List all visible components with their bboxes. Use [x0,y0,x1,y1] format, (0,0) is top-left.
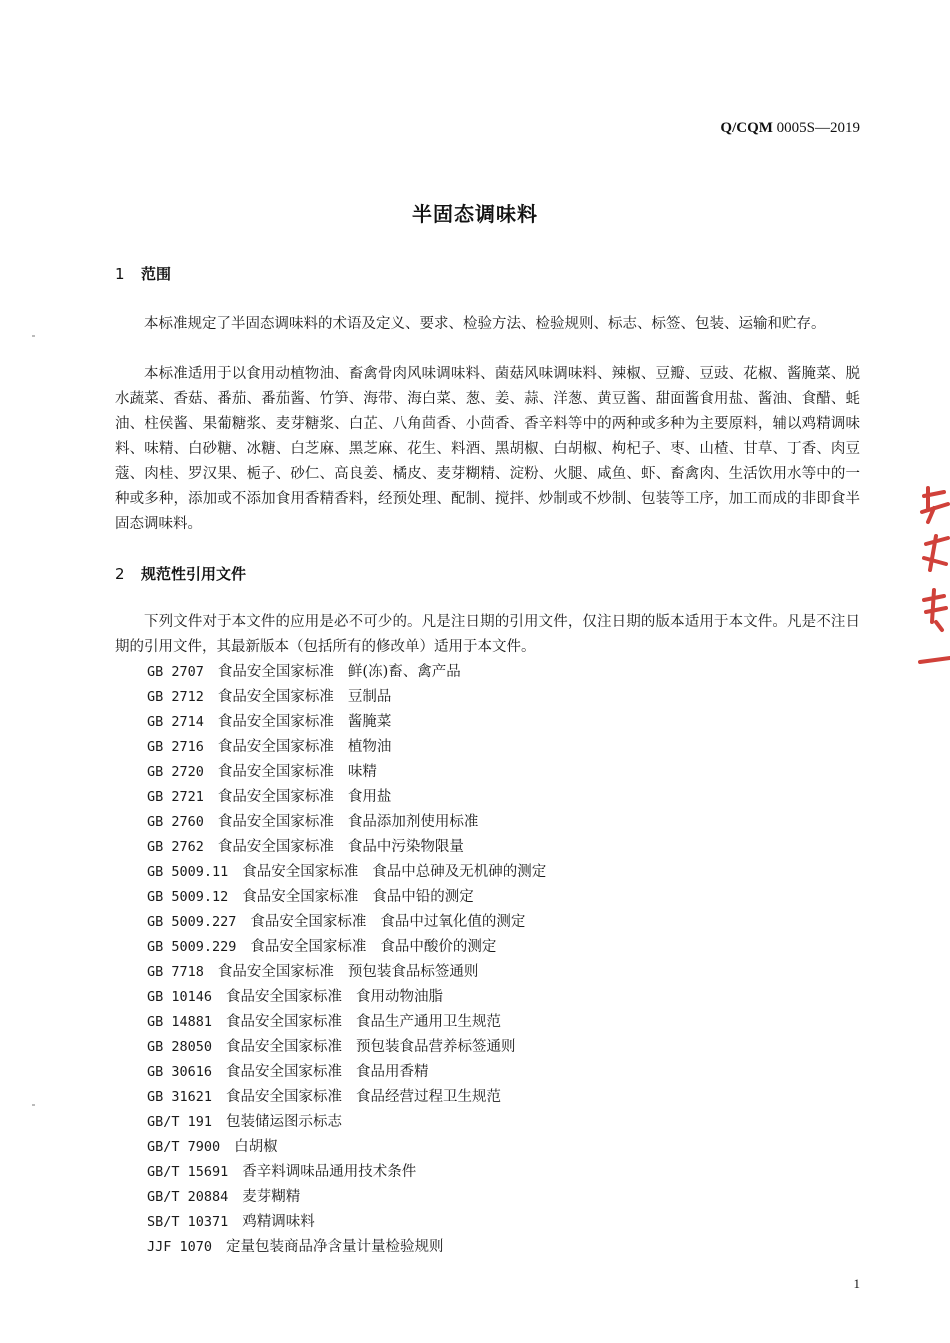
reference-title: 酱腌菜 [347,714,392,730]
reference-item [147,860,546,885]
reference-item [147,660,546,685]
reference-code: GB 2716 [147,739,204,755]
reference-category: 食品安全国家标准 [250,914,367,930]
section-2-paragraph-1: 下列文件对于本文件的应用是必不可少的。凡是注日期的引用文件，仅注日期的版本适用于本文件。凡是不注日期的引用文件，其最新版本（包括所有的修改单）适用于本文件。 [115,614,860,655]
reference-item [147,910,546,935]
document-code [720,120,860,137]
reference-item [147,1135,546,1160]
document-code-prefix: Q/CQM [720,120,773,136]
reference-category: 食品安全国家标准 [242,864,359,880]
reference-code: GB 5009.11 [147,864,229,880]
reference-item [147,1185,546,1210]
reference-code: GB/T 191 [147,1114,213,1130]
reference-category: 食品安全国家标准 [217,664,334,680]
reference-code: GB 5009.227 [147,914,237,930]
section-1-number: 1 [115,265,125,283]
reference-category: 食品安全国家标准 [217,714,334,730]
reference-title: 鲜(冻)畜、禽产品 [347,664,461,680]
section-1-title: 范围 [141,265,172,283]
reference-code: GB/T 20884 [147,1189,229,1205]
reference-code: GB 2714 [147,714,204,730]
reference-item [147,885,546,910]
reference-code: GB 7718 [147,964,204,980]
reference-item [147,1110,546,1135]
reference-title: 白胡椒 [234,1139,278,1155]
reference-code: GB 2720 [147,764,204,780]
page-number: 1 [853,1276,860,1291]
reference-list [147,660,546,1260]
reference-code: GB/T 15691 [147,1164,229,1180]
reference-title: 鸡精调味料 [242,1214,315,1230]
stamp-stroke [924,536,948,570]
reference-category: 食品安全国家标准 [217,689,334,705]
reference-item [147,985,546,1010]
reference-category: 食品安全国家标准 [226,1089,343,1105]
reference-title: 食品经营过程卫生规范 [356,1089,502,1105]
reference-item [147,960,546,985]
reference-title: 食品用香精 [356,1064,429,1080]
scan-speck [32,335,35,337]
reference-item [147,685,546,710]
red-stamp-fragment [914,478,950,678]
reference-title: 包装储运图示标志 [226,1114,343,1130]
reference-code: GB 28050 [147,1039,213,1055]
reference-category: 食品安全国家标准 [226,1064,343,1080]
reference-category: 食品安全国家标准 [226,1039,343,1055]
document-code-suffix: 0005S—2019 [772,120,860,136]
reference-code: GB 2762 [147,839,204,855]
section-2-title: 规范性引用文件 [141,565,247,583]
reference-code: GB 5009.12 [147,889,229,905]
reference-category: 食品安全国家标准 [242,889,359,905]
reference-code: GB 2707 [147,664,204,680]
stamp-stroke [924,590,946,630]
reference-item [147,710,546,735]
reference-code: GB 2721 [147,789,204,805]
reference-code: SB/T 10371 [147,1214,229,1230]
reference-category: 食品安全国家标准 [250,939,367,955]
reference-item [147,735,546,760]
section-2-heading [115,563,246,584]
reference-item [147,835,546,860]
reference-category: 食品安全国家标准 [217,789,334,805]
reference-code: GB 31621 [147,1089,213,1105]
reference-item [147,1085,546,1110]
reference-code: GB/T 7900 [147,1139,221,1155]
reference-title: 预包装食品营养标签通则 [356,1039,516,1055]
stamp-stroke [920,658,950,662]
reference-item [147,1160,546,1185]
reference-item [147,785,546,810]
section-1-paragraph-2: 本标准适用于以食用动植物油、畜禽骨肉风味调味料、菌菇风味调味料、辣椒、豆瓣、豆豉、花椒、酱腌菜、脱水蔬菜、香菇、番茄、番茄酱、竹笋、海带、海白菜、葱、姜、蒜、洋葱、黄豆酱、甜面酱食用盐、酱油、食醋、蚝油、柱侯酱、果葡糖浆、麦芽糖浆、白芷、八角茴香、小茴香、香辛料等中的两种或多种为主要原料，辅以鸡精调味料、味精、白砂糖、冰糖、白芝麻、黑芝麻、花生、料酒、黑胡椒、白胡椒、枸杞子、枣、山楂、甘草、丁香、肉豆蔻、肉桂、罗汉果、栀子、砂仁、高良姜、橘皮、麦芽糊精、淀粉、火腿、咸鱼、虾、畜禽肉、生活饮用水等中的一种或多种，添加或不添加食用香精香料，经预处理、配制、搅拌、炒制或不炒制、包装等工序，加工而成的非即食半固态调味料。 [115,366,860,532]
reference-item [147,760,546,785]
reference-title: 香辛料调味品通用技术条件 [242,1164,417,1180]
reference-title: 预包装食品标签通则 [347,964,479,980]
section-2-number: 2 [115,565,125,583]
reference-item [147,1035,546,1060]
reference-title: 食品生产通用卫生规范 [356,1014,502,1030]
reference-item [147,1060,546,1085]
reference-category: 食品安全国家标准 [226,989,343,1005]
reference-title: 定量包装商品净含量计量检验规则 [226,1239,444,1255]
reference-category: 食品安全国家标准 [217,739,334,755]
stamp-stroke [922,488,948,522]
section-1-paragraph-1: 本标准规定了半固态调味料的术语及定义、要求、检验方法、检验规则、标志、标签、包装、运输和贮存。 [144,316,826,332]
reference-item [147,1210,546,1235]
reference-code: JJF 1070 [147,1239,213,1255]
reference-category: 食品安全国家标准 [217,964,334,980]
scan-speck [32,1104,35,1106]
reference-title: 食用盐 [347,789,392,805]
reference-item [147,1010,546,1035]
reference-category: 食品安全国家标准 [217,764,334,780]
reference-title: 食品添加剂使用标准 [347,814,479,830]
reference-code: GB 30616 [147,1064,213,1080]
reference-code: GB 2760 [147,814,204,830]
reference-category: 食品安全国家标准 [217,839,334,855]
section-1-heading [115,263,171,284]
reference-title: 植物油 [347,739,392,755]
reference-code: GB 10146 [147,989,213,1005]
document-title: 半固态调味料 [412,202,538,226]
reference-title: 麦芽糊精 [242,1189,301,1205]
reference-category: 食品安全国家标准 [226,1014,343,1030]
reference-title: 食品中铅的测定 [372,889,474,905]
reference-code: GB 5009.229 [147,939,237,955]
reference-item [147,1235,546,1260]
reference-title: 豆制品 [347,689,392,705]
reference-title: 食品中总砷及无机砷的测定 [372,864,547,880]
reference-title: 味精 [347,764,377,780]
reference-title: 食品中污染物限量 [347,839,464,855]
reference-code: GB 2712 [147,689,204,705]
reference-item [147,935,546,960]
reference-title: 食品中酸价的测定 [380,939,497,955]
reference-category: 食品安全国家标准 [217,814,334,830]
reference-title: 食用动物油脂 [356,989,444,1005]
reference-code: GB 14881 [147,1014,213,1030]
reference-title: 食品中过氧化值的测定 [380,914,526,930]
reference-item [147,810,546,835]
